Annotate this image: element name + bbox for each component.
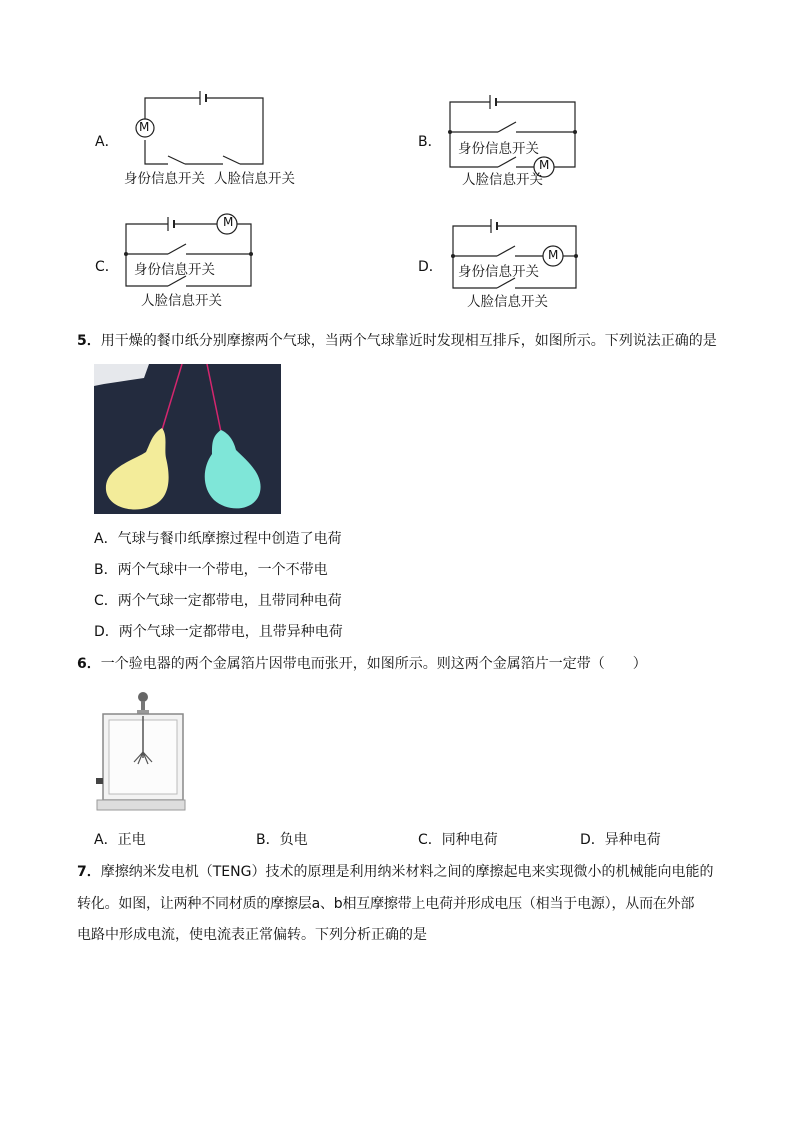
q5-option-c: C．两个气球一定都带电，且带同种电荷: [94, 593, 342, 609]
motor-icon: M: [539, 158, 550, 172]
motor-icon: M: [223, 215, 234, 229]
switch-label-identity: 身份信息开关: [458, 141, 539, 157]
switch-label-identity: 身份信息开关: [134, 262, 215, 278]
question-number: 5．: [77, 333, 101, 349]
motor-icon: M: [548, 248, 559, 262]
switch-label-identity: 身份信息开关: [458, 264, 539, 280]
question-text: 用干燥的餐巾纸分别摩擦两个气球，当两个气球靠近时发现相互排斥，如图所示。下列说法正确的是: [100, 333, 717, 349]
option-d-letter: D．: [418, 259, 443, 275]
switch-label-identity: 身份信息开关: [124, 171, 205, 187]
q5-option-a: A．气球与餐巾纸摩擦过程中创造了电荷: [94, 531, 342, 547]
switch-label-face: 人脸信息开关: [214, 171, 295, 187]
option-a-letter: A．: [95, 134, 119, 150]
q5-option-b: B．两个气球中一个带电，一个不带电: [94, 562, 328, 578]
q6-option-a: A．正电: [94, 832, 146, 848]
circuit-diagram-d: [451, 214, 586, 294]
question-text: 一个验电器的两个金属箔片因带电而张开，如图所示。则这两个金属箔片一定带（ ）: [100, 656, 647, 672]
question-7-line-2: 转化。如图，让两种不同材质的摩擦层a、b相互摩擦带上电荷并形成电压（相当于电源），从而在外部: [77, 896, 695, 912]
question-number: 6．: [77, 656, 101, 672]
circuit-diagram-a: [125, 88, 305, 168]
question-7-line-3: 电路中形成电流，使电流表正常偏转。下列分析正确的是: [77, 927, 427, 943]
circuit-diagram-c: [124, 212, 259, 292]
question-5-stem: [77, 332, 717, 350]
circuit-diagram-b: [448, 92, 583, 172]
question-7-line-1: [77, 863, 713, 881]
question-text: 摩擦纳米发电机（TENG）技术的原理是利用纳米材料之间的摩擦起电来实现微小的机械能向电能的: [100, 864, 714, 880]
option-b-letter: B．: [418, 134, 442, 150]
question-number: 7．: [77, 864, 101, 880]
q6-option-b: B．负电: [256, 832, 308, 848]
q6-option-c: C．同种电荷: [418, 832, 498, 848]
question-6-stem: [77, 655, 647, 673]
q6-option-d: D．异种电荷: [580, 832, 661, 848]
balloons-photo: [94, 364, 281, 514]
switch-label-face: 人脸信息开关: [467, 294, 548, 310]
q5-option-d: D．两个气球一定都带电，且带异种电荷: [94, 624, 343, 640]
switch-label-face: 人脸信息开关: [462, 172, 543, 188]
option-c-letter: C．: [95, 259, 119, 275]
electroscope-illustration: [94, 688, 189, 814]
switch-label-face: 人脸信息开关: [141, 293, 222, 309]
motor-icon: M: [139, 120, 150, 134]
